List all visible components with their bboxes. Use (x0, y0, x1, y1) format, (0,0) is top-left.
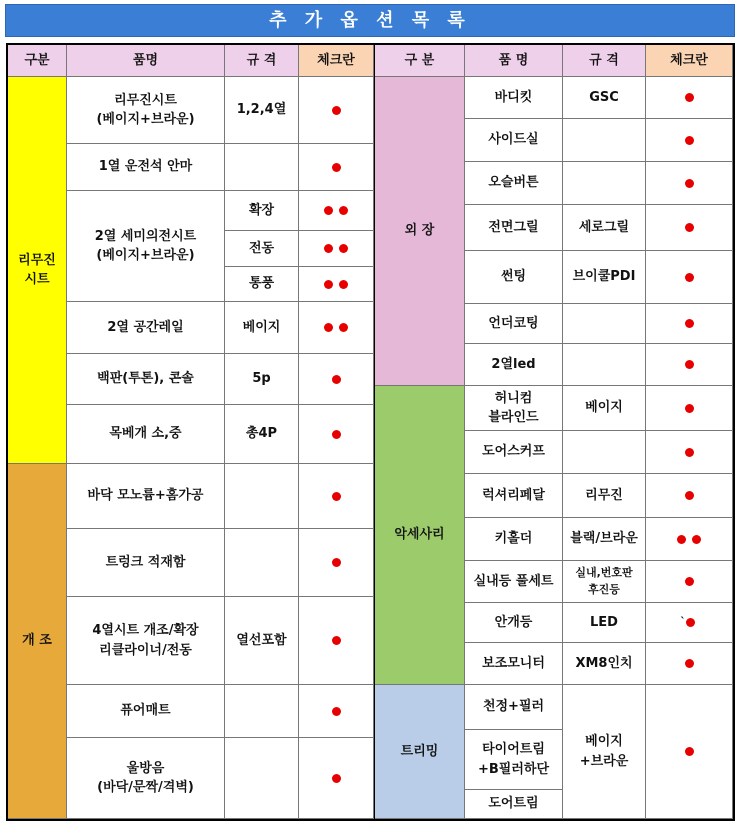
item-spec: GSC (563, 77, 646, 119)
page-title: 추 가 옵 션 목 록 (5, 4, 735, 37)
group-label: 악세사리 (375, 386, 465, 685)
check-dot-icon (339, 206, 348, 215)
left-table (8, 45, 374, 819)
item-name: 2열 공간레일 (67, 302, 225, 354)
item-name: 바디킷 (465, 77, 563, 119)
group-label: 리무진 시트 (8, 77, 67, 464)
item-name: 4열시트 개조/확장 리클라이너/전동 (67, 597, 225, 685)
item-spec (563, 304, 646, 344)
check-cell (646, 643, 733, 685)
check-cell (299, 685, 374, 738)
item-name: 퓨어매트 (67, 685, 225, 738)
check-dot-icon (332, 558, 341, 567)
item-spec: 세로그릴 (563, 205, 646, 251)
header-4: 체크란 (646, 45, 733, 77)
item-name: 트렁크 적재함 (67, 529, 225, 597)
check-cell (299, 464, 374, 529)
check-cell (646, 251, 733, 304)
item-spec: 전동 (225, 231, 299, 267)
check-cell (299, 144, 374, 191)
item-name: 키홀더 (465, 518, 563, 561)
item-spec: 통풍 (225, 267, 299, 302)
item-spec (225, 464, 299, 529)
item-name: 안개등 (465, 603, 563, 643)
check-dot-icon (324, 206, 333, 215)
check-dot-icon (677, 535, 686, 544)
group-label: 개 조 (8, 464, 67, 819)
options-table (6, 43, 735, 821)
check-dot-icon (685, 223, 694, 232)
check-dot-icon (685, 448, 694, 457)
item-name: 타이어트림 +B필러하단 (465, 730, 563, 790)
item-spec: 1,2,4열 (225, 77, 299, 144)
item-spec (225, 738, 299, 819)
item-name: 1열 운전석 안마 (67, 144, 225, 191)
check-cell (299, 267, 374, 302)
header-3: 규 격 (563, 45, 646, 77)
check-cell (299, 354, 374, 405)
item-spec: 확장 (225, 191, 299, 231)
check-dot-icon (339, 323, 348, 332)
item-spec: 블랙/브라운 (563, 518, 646, 561)
item-spec: 리무진 (563, 474, 646, 518)
check-dot-icon (685, 491, 694, 500)
item-spec: 베이지 +브라운 (563, 685, 646, 819)
item-name: 천정+필러 (465, 685, 563, 730)
check-dot-icon (685, 179, 694, 188)
check-dot-icon (332, 636, 341, 645)
group-label: 외 장 (375, 77, 465, 386)
check-cell (299, 405, 374, 464)
item-name: 전면그릴 (465, 205, 563, 251)
check-cell (299, 231, 374, 267)
header-1: 구분 (8, 45, 67, 77)
check-dot-icon (339, 280, 348, 289)
check-dot-icon (332, 106, 341, 115)
check-cell (646, 304, 733, 344)
check-dot-icon (324, 244, 333, 253)
check-cell (299, 302, 374, 354)
check-cell (299, 191, 374, 231)
item-spec (563, 344, 646, 386)
check-dot-icon (332, 707, 341, 716)
check-cell (646, 518, 733, 561)
check-dot-icon (332, 375, 341, 384)
check-cell (646, 474, 733, 518)
check-dot-icon (324, 323, 333, 332)
item-spec: 베이지 (225, 302, 299, 354)
check-cell (646, 685, 733, 819)
check-cell (299, 529, 374, 597)
header-2: 품명 (67, 45, 225, 77)
item-spec (225, 529, 299, 597)
check-cell (646, 431, 733, 474)
check-dot-icon (685, 93, 694, 102)
item-spec: 5p (225, 354, 299, 405)
item-name: 실내등 풀세트 (465, 561, 563, 603)
item-spec (563, 431, 646, 474)
item-spec: 총4P (225, 405, 299, 464)
item-name: 보조모니터 (465, 643, 563, 685)
item-spec: LED (563, 603, 646, 643)
check-cell (646, 603, 733, 643)
header-2: 품 명 (465, 45, 563, 77)
item-name: 사이드실 (465, 119, 563, 162)
check-dot-icon (324, 280, 333, 289)
item-spec (563, 162, 646, 205)
item-name: 2열led (465, 344, 563, 386)
item-name: 2열 세미의전시트 (베이지+브라운) (67, 191, 225, 302)
item-name: 허니컴 블라인드 (465, 386, 563, 431)
check-note: ` (680, 615, 686, 629)
item-name: 도어스커프 (465, 431, 563, 474)
item-spec (225, 685, 299, 738)
check-dot-icon (685, 577, 694, 586)
item-name: 도어트림 (465, 790, 563, 819)
item-name: 울방음 (바닥/문짝/격벽) (67, 738, 225, 819)
item-name: 오슬버튼 (465, 162, 563, 205)
check-cell (299, 77, 374, 144)
item-spec: 브이쿨PDI (563, 251, 646, 304)
check-dot-icon (339, 244, 348, 253)
item-name: 리무진시트 (베이지+브라운) (67, 77, 225, 144)
item-spec: XM8인치 (563, 643, 646, 685)
check-cell (646, 205, 733, 251)
item-spec: 열선포함 (225, 597, 299, 685)
item-spec (563, 119, 646, 162)
check-cell (646, 119, 733, 162)
check-cell (646, 561, 733, 603)
check-dot-icon (332, 163, 341, 172)
check-cell (299, 738, 374, 819)
item-name: 백판(투톤), 콘솔 (67, 354, 225, 405)
check-dot-icon (685, 659, 694, 668)
check-dot-icon (332, 774, 341, 783)
check-dot-icon (686, 618, 695, 627)
check-cell (646, 344, 733, 386)
check-dot-icon (685, 747, 694, 756)
check-cell (646, 386, 733, 431)
check-cell (646, 162, 733, 205)
check-cell (646, 77, 733, 119)
check-dot-icon (685, 136, 694, 145)
item-name: 바닥 모노륨+홈가공 (67, 464, 225, 529)
check-dot-icon (685, 360, 694, 369)
header-4: 체크란 (299, 45, 374, 77)
right-table (375, 45, 733, 819)
item-name: 목베개 소,중 (67, 405, 225, 464)
check-dot-icon (332, 492, 341, 501)
header-3: 규 격 (225, 45, 299, 77)
item-name: 럭셔리페달 (465, 474, 563, 518)
group-label: 트리밍 (375, 685, 465, 819)
item-name: 썬팅 (465, 251, 563, 304)
check-dot-icon (332, 430, 341, 439)
check-dot-icon (692, 535, 701, 544)
check-dot-icon (685, 404, 694, 413)
check-dot-icon (685, 319, 694, 328)
check-cell (299, 597, 374, 685)
item-spec (225, 144, 299, 191)
check-dot-icon (685, 273, 694, 282)
header-1: 구 분 (375, 45, 465, 77)
item-name: 언더코팅 (465, 304, 563, 344)
item-spec: 실내,번호판 후진등 (563, 561, 646, 603)
item-spec: 베이지 (563, 386, 646, 431)
